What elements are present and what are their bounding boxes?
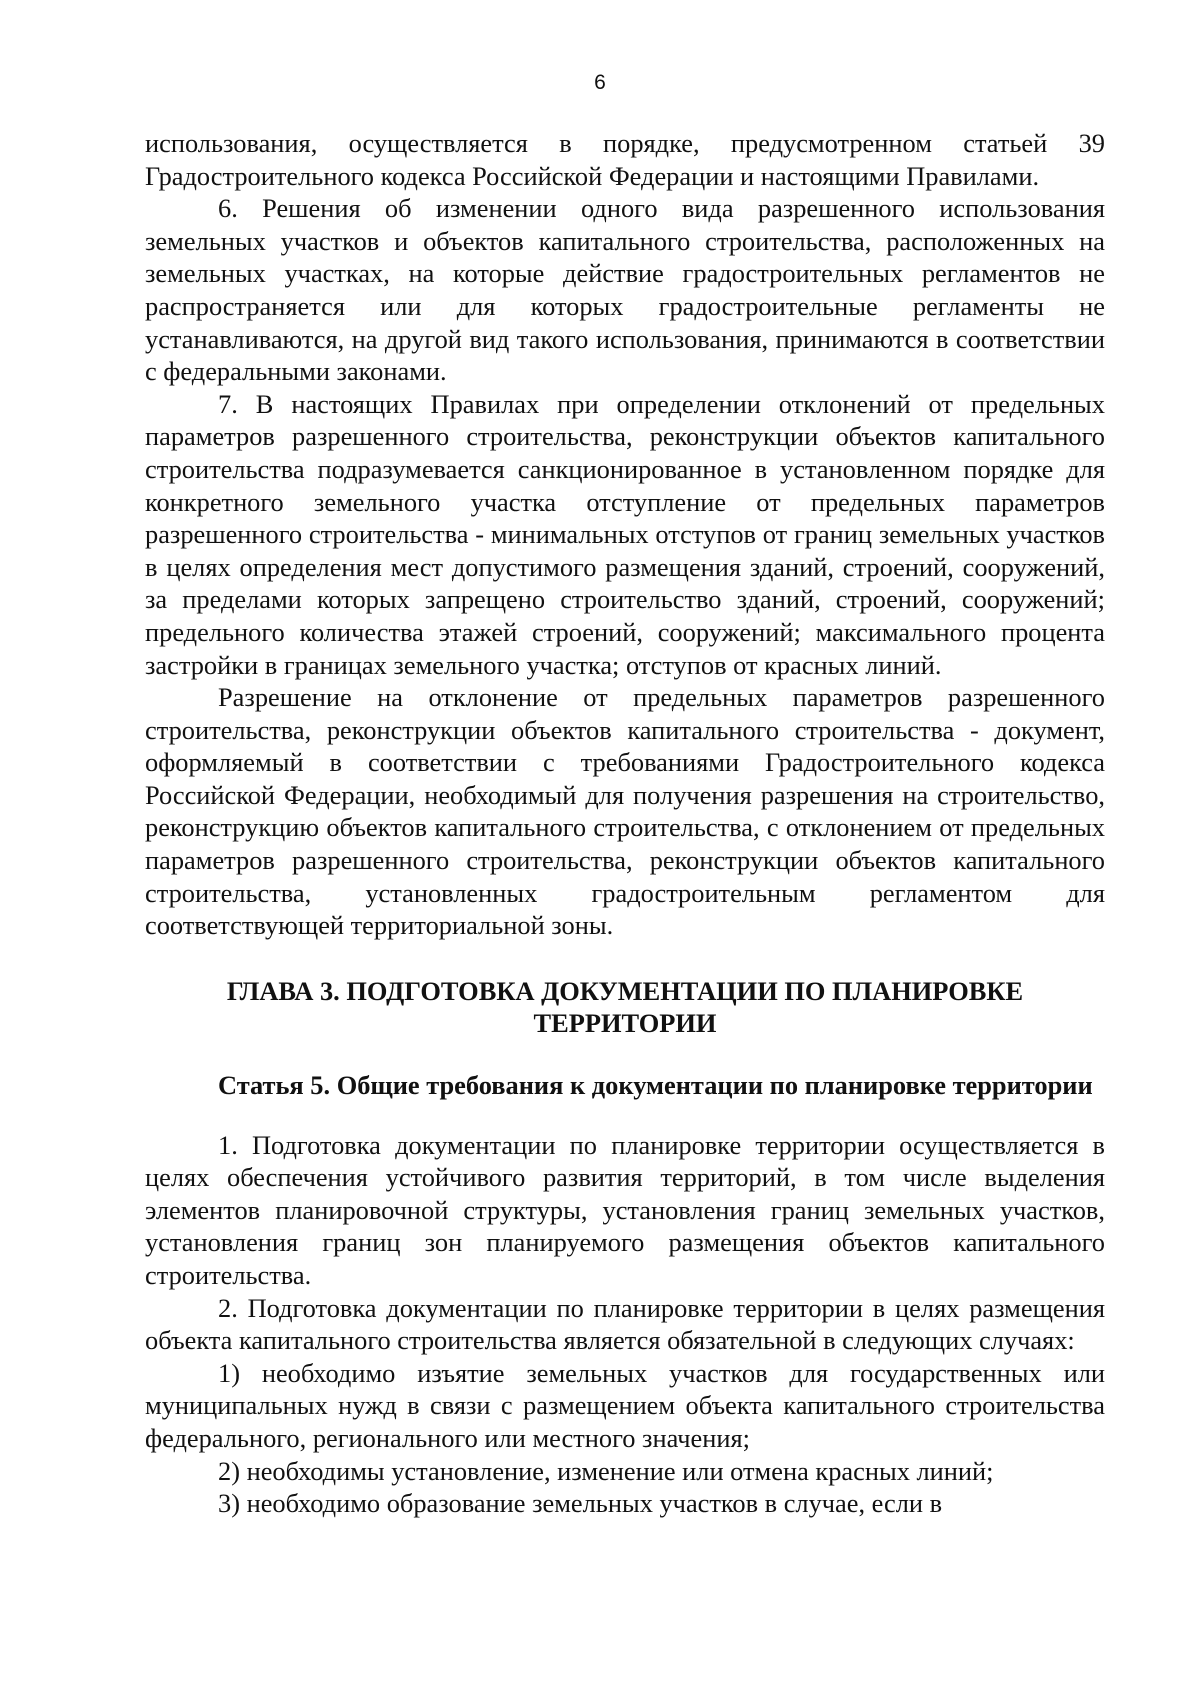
paragraph-item-7: 7. В настоящих Правилах при определении отклонений от предельных параметров разрешенного строительства, реконструкции объектов капитального строительства подразумевается санкционированное в установленном порядке для конкретного земельного участка отступление от предельных параметров разрешенного строительства - минимальных отступов от границ земельных участков в целях определения мест допустимого размещения зданий, строений, сооружений, за пределами которых запрещено строительство зданий, строений, сооружений; предельного количества этажей строений, сооружений; максимального процента застройки в границах земельного участка; отступов от красных линий. — [145, 388, 1105, 680]
list-item: 2) необходимы установление, изменение или отмена красных линий; — [218, 1455, 994, 1486]
list-item: 1) необходимо изъятие земельных участков для государственных или муниципальных нужд в связи с размещением объекта капитального строительства федерального, регионального или местного значения; — [145, 1357, 1105, 1453]
article-paragraph-2: 2. Подготовка документации по планировке территории в целях размещения объекта капитального строительства является обязательной в следующих случаях: — [145, 1292, 1105, 1356]
chapter-heading-line-1: ГЛАВА 3. ПОДГОТОВКА ДОКУМЕНТАЦИИ ПО ПЛАНИРОВКЕ — [226, 975, 1024, 1006]
paragraph-permission-definition: Разрешение на отклонение от предельных параметров разрешенного строительства, реконструкции объектов капитального строительства - документ, оформляемый в соответствии с требованиями Градостроительного кодекса Российской Федерации, необходимый для получения разрешения на строительство, реконструкцию объектов капитального строительства, с отклонением от предельных параметров разрешенного строительства, реконструкции объектов капитального строительства, установленных градостроительным регламентом для соответствующей территориальной зоны. — [145, 682, 1105, 941]
paragraph-continuation: использования, осуществляется в порядке, предусмотренном статьей 39 Градостроительного кодекса Российской Федерации и настоящими Правилами. — [145, 128, 1105, 191]
document-body — [145, 127, 1105, 1520]
article-heading: Статья 5. Общие требования к документации по планировке территории — [218, 1070, 1093, 1101]
chapter-heading-line-2: ТЕРРИТОРИИ — [533, 1008, 717, 1039]
page-number: 6 — [594, 71, 606, 94]
paragraph-item-6: 6. Решения об изменении одного вида разрешенного использования земельных участков и объектов капитального строительства, расположенных на земельных участках, на которые действие градостроительных регламентов не распространяется или для которых градостроительные регламенты не устанавливаются, на другой вид такого использования, принимаются в соответствии с федеральными законами. — [145, 193, 1105, 387]
list-item: 3) необходимо образование земельных участков в случае, если в — [218, 1488, 943, 1519]
article-paragraph-1: 1. Подготовка документации по планировке территории осуществляется в целях обеспечения устойчивого развития территорий, в том числе выделения элементов планировочной структуры, установления границ земельных участков, установления границ зон планируемого размещения объектов капитального строительства. — [145, 1129, 1105, 1290]
chapter-heading — [145, 975, 1105, 1040]
